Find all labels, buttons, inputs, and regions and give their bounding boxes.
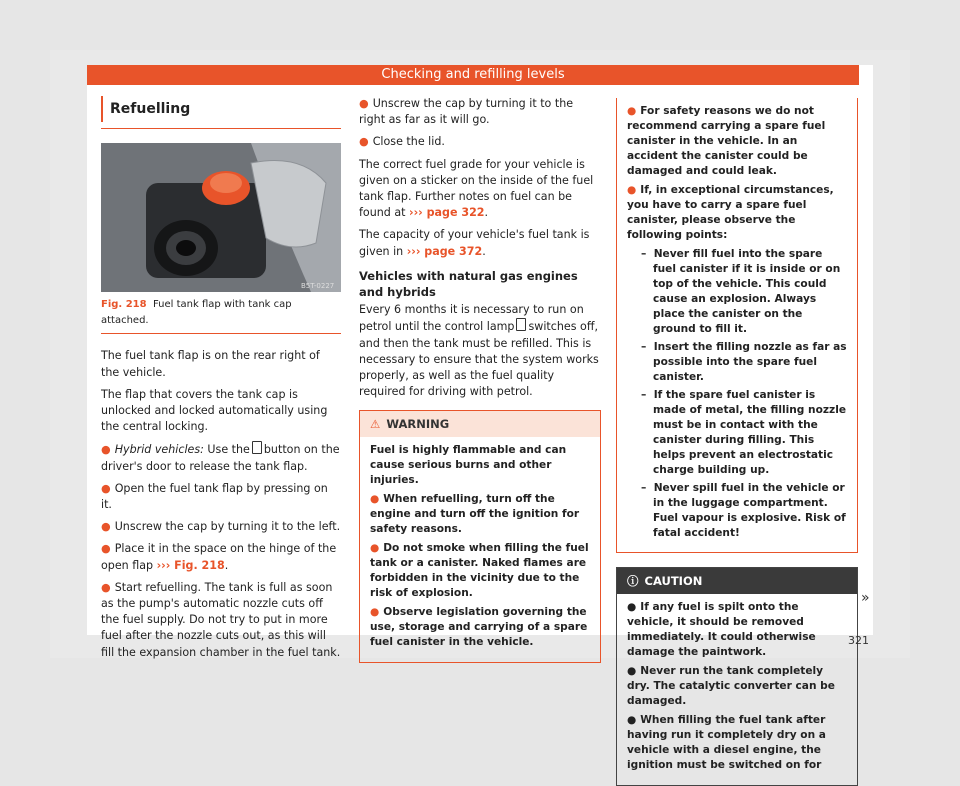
bullet-text: When filling the fuel tank after having run it completely dry on a vehicle with a diesel engine, the ignition must be switched on for <box>627 714 826 771</box>
warning-triangle-icon: ⚠ <box>370 417 381 432</box>
control-lamp-icon <box>516 318 526 331</box>
dash-item: – Never spill fuel in the vehicle or in the luggage compartment. Fuel vapour is explosive. Risk of fatal accident! <box>641 482 846 539</box>
column-3 <box>616 96 858 786</box>
warning-text: Fuel is highly flammable and can cause serious burns and other injuries. <box>370 444 567 487</box>
bullet-text: When refuelling, turn off the engine and turn off the ignition for safety reasons. <box>370 493 580 536</box>
paragraph-text: . <box>484 206 489 220</box>
warning-body <box>360 437 600 662</box>
warning-bullet <box>370 492 590 537</box>
paragraph: The fuel tank flap is on the rear right of the vehicle. <box>101 349 320 379</box>
column-2 <box>359 96 601 663</box>
paragraph <box>359 157 601 222</box>
bullet-item <box>359 134 601 150</box>
bullet-icon: ● <box>101 520 111 534</box>
column-1 <box>101 96 341 667</box>
bullet-icon: ● <box>101 542 111 556</box>
paragraph <box>359 227 601 259</box>
paragraph-text: The capacity of your vehicle's fuel tank is given in <box>359 228 590 258</box>
page-link[interactable]: ››› page 372 <box>406 244 483 258</box>
warning-continued-body <box>617 98 857 552</box>
bullet-text: Unscrew the cap by turning it to the left. <box>114 520 341 534</box>
bullet-icon: ● <box>359 135 369 149</box>
warning-title: WARNING <box>386 417 450 432</box>
figure-caption <box>101 297 341 334</box>
caption-text: Fuel tank flap with tank cap attached. <box>101 299 292 327</box>
bullet-text: Observe legislation governing the use, storage and carrying of a spare fuel canister in the vehicle. <box>370 606 588 649</box>
dash-item: – If the spare fuel canister is made of metal, the filling nozzle must be in contact with the canister during filling. This helps prevent an electrostatic charge building up. <box>641 389 847 476</box>
warning-bullet <box>627 104 847 179</box>
page-number: 321 <box>848 634 869 647</box>
bullet-item <box>101 580 341 661</box>
bullet-text: Do not smoke when filling the fuel tank or a canister. Naked flames are forbidden in the vicinity due to the risk of explosion. <box>370 542 589 600</box>
dash-text: Insert the filling nozzle as far as possible into the spare fuel canister. <box>653 341 847 383</box>
dash-text: Never spill fuel in the vehicle or in the luggage compartment. Fuel vapour is explosive. Risk of fatal accident! <box>653 482 846 539</box>
bullet-item <box>101 481 341 513</box>
dash-item: – Insert the filling nozzle as far as possible into the spare fuel canister. <box>641 341 847 383</box>
dash-item: – Never fill fuel into the spare fuel canister if it is inside or on top of the vehicle. This could cause an explosion. Always place the canister on the ground to fill it. <box>641 248 841 335</box>
paragraph <box>359 302 601 400</box>
dash-text: If the spare fuel canister is made of metal, the filling nozzle must be in contact with the canister during filling. This helps prevent an electrostatic charge building up. <box>653 389 847 476</box>
warning-bullet <box>627 183 847 243</box>
warning-bullet <box>370 605 590 650</box>
warning-header <box>360 411 600 437</box>
caution-box <box>616 567 858 786</box>
bullet-icon: ● <box>627 665 637 677</box>
bullet-text: . <box>224 558 229 572</box>
bullet-text: Unscrew the cap by turning it to the right as far as it will go. <box>359 97 574 127</box>
bullet-text: Close the lid. <box>372 135 445 149</box>
caution-header <box>617 568 857 594</box>
caution-bullet <box>627 713 847 773</box>
figure-code: B5T-0227 <box>301 282 335 290</box>
fuel-flap-figure <box>101 143 341 292</box>
fuel-flap-illustration <box>101 143 341 292</box>
bullet-icon: ● <box>370 542 380 555</box>
section-title: Refuelling <box>101 96 341 122</box>
bullet-item <box>101 541 341 573</box>
bullet-italic: Hybrid vehicles: <box>114 443 204 457</box>
warning-continued-box <box>616 98 858 553</box>
caution-bullet <box>627 664 847 709</box>
bullet-text: button on the driver's door to release the tank flap. <box>101 443 340 473</box>
bullet-text: Place it in the space on the hinge of the open flap <box>101 542 337 572</box>
paragraph-text: switches off, and then the tank must be refilled. This is necessary to ensure that the system works properly, as well as the fuel quality required for driving with petrol. <box>359 320 599 399</box>
bullet-item <box>101 519 341 535</box>
title-rule <box>101 128 341 129</box>
subheading: Vehicles with natural gas engines and hybrids <box>359 268 578 300</box>
bullet-text: If any fuel is spilt onto the vehicle, it should be removed immediately. It could otherwise damage the paintwork. <box>627 601 816 658</box>
bullet-text: Start refuelling. The tank is full as soon as the pump's automatic nozzle cuts off the fuel supply. Do not try to put in more fuel after the nozzle cuts out, as this will fill the expansion chamber in the fuel tank. <box>101 580 341 659</box>
info-circle-icon: ⓘ <box>627 574 639 588</box>
bullet-icon: ● <box>370 493 380 506</box>
warning-bullet <box>370 541 590 601</box>
bullet-icon: ● <box>627 714 637 726</box>
bullet-icon: ● <box>101 580 111 594</box>
fuel-flap-button-icon <box>252 441 262 454</box>
figure-link[interactable]: ››› Fig. 218 <box>156 558 225 572</box>
bullet-icon: ● <box>359 97 369 110</box>
bullet-text: If, in exceptional circumstances, you have to carry a spare fuel canister, please observe the following points: <box>627 184 834 241</box>
caption-label: Fig. 218 <box>101 299 147 310</box>
paragraph-text: . <box>482 244 486 258</box>
warning-box <box>359 410 601 663</box>
bullet-text: For safety reasons we do not recommend carrying a spare fuel canister in the vehicle. In an accident the canister could be damaged and could leak. <box>627 105 826 177</box>
bullet-icon: ● <box>101 443 111 457</box>
bullet-item <box>359 96 601 128</box>
caution-bullet <box>627 600 847 660</box>
bullet-text: Open the fuel tank flap by pressing on it. <box>101 481 328 512</box>
page-link[interactable]: ››› page 322 <box>409 206 485 220</box>
caution-body <box>617 594 857 785</box>
bullet-icon: ● <box>101 481 111 495</box>
bullet-text: Never run the tank completely dry. The catalytic converter can be damaged. <box>627 665 835 707</box>
bullet-item <box>101 441 341 474</box>
bullet-icon: ● <box>627 184 637 196</box>
section-header: Checking and refilling levels <box>87 65 859 85</box>
bullet-text: Use the <box>207 443 250 457</box>
paragraph: The flap that covers the tank cap is unlocked and locked automatically using the central locking. <box>101 387 328 434</box>
continue-mark: » <box>861 590 870 606</box>
paragraph-text: Every 6 months it is necessary to run on petrol until the control lamp <box>359 303 584 334</box>
paragraph-text: The correct fuel grade for your vehicle is given on a sticker on the inside of the fuel tank flap. Further notes on fuel can be found at <box>359 157 594 220</box>
bullet-icon: ● <box>370 606 380 619</box>
caution-title: CAUTION <box>644 574 703 588</box>
bullet-icon: ● <box>627 105 637 117</box>
dash-text: Never fill fuel into the spare fuel canister if it is inside or on top of the vehicle. This could cause an explosion. Always place the canister on the ground to fill it. <box>653 248 841 335</box>
bullet-icon: ● <box>627 601 637 613</box>
